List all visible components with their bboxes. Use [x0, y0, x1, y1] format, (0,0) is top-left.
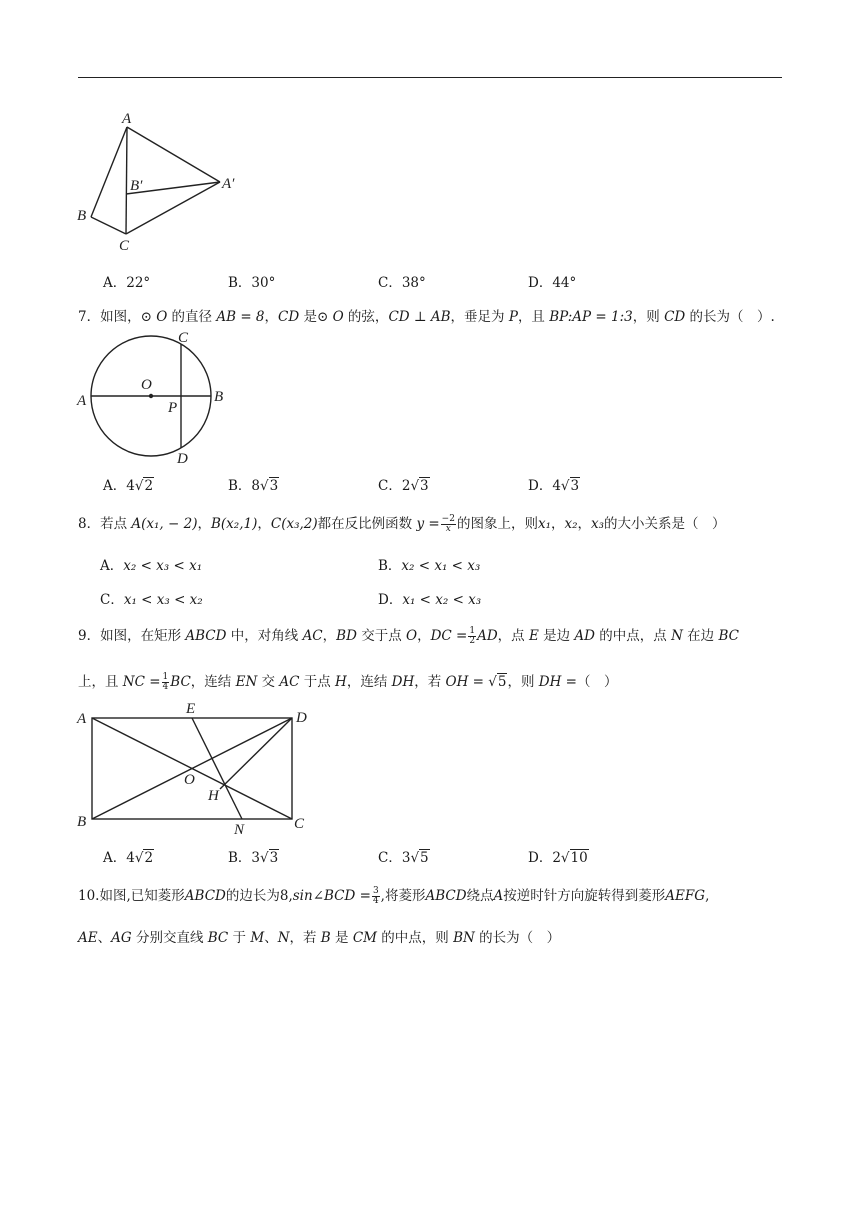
option-key: D．: [528, 478, 553, 494]
stem-text: 如图，: [100, 309, 141, 325]
math-b: B: [320, 930, 331, 946]
math-bc: BC: [207, 930, 229, 946]
option-coef: 8: [251, 478, 261, 494]
q9-option-c[interactable]: C．3√5: [378, 850, 429, 866]
math-abcd: ABCD: [184, 888, 226, 904]
math-o: O: [328, 309, 344, 325]
option-value: x₂ < x₃ < x₁: [123, 558, 203, 574]
q9-label-h: H: [208, 788, 219, 804]
question-number: 8．: [78, 516, 101, 532]
q7-label-o: O: [141, 377, 152, 393]
math-bd: BD: [336, 628, 357, 644]
option-radicand: 2: [144, 850, 154, 866]
fraction-denominator: 4: [162, 682, 169, 692]
q9-option-d[interactable]: D．2√10: [528, 850, 588, 866]
stem-text: 的中点，点: [594, 628, 672, 644]
math-aefg: AEFG: [665, 888, 706, 904]
q6-label-b: B: [77, 208, 87, 224]
stem-text: 在边: [682, 628, 719, 644]
math-a: A: [493, 888, 504, 904]
q8-option-c[interactable]: [100, 588, 203, 608]
math-fraction: [162, 673, 170, 692]
fraction-numerator: 1: [162, 672, 169, 682]
option-coef: 3: [401, 850, 411, 866]
q7-option-c[interactable]: C．2√3: [378, 478, 429, 494]
stem-text: ，点: [497, 628, 529, 644]
math-dh: DH: [391, 674, 415, 690]
q6-label-a-prime: A′: [222, 176, 235, 192]
math-h: H: [335, 674, 347, 690]
math-m: M: [250, 930, 265, 946]
math-ad: AD: [574, 628, 595, 644]
q8-option-a[interactable]: [100, 554, 202, 574]
option-key: D．: [378, 592, 403, 608]
q7-label-a: A: [77, 393, 87, 409]
q6-figure: [76, 108, 246, 258]
stem-text: 交于点: [356, 628, 406, 644]
stem-text: 的直径: [167, 309, 217, 325]
q7-option-d[interactable]: D．4√3: [528, 478, 580, 494]
option-key: B．: [228, 478, 252, 494]
math-x2: x₂: [564, 516, 578, 532]
q9-option-a[interactable]: A．4√2: [103, 850, 154, 866]
option-value: 38°: [401, 275, 426, 291]
math-p: P: [508, 309, 518, 325]
option-radicand: 3: [269, 850, 279, 866]
stem-text: 如图，在矩形: [100, 628, 186, 644]
stem-text: ，: [577, 516, 592, 532]
option-key: D．: [528, 850, 553, 866]
math-bc: BC: [170, 674, 191, 690]
option-key: B．: [228, 850, 252, 866]
option-radicand: 10: [570, 850, 588, 866]
stem-text: ,: [705, 888, 710, 904]
stem-text: （ ）: [576, 674, 618, 690]
q9-figure-svg: [74, 700, 324, 840]
math-n: N: [277, 930, 290, 946]
stem-text: ，: [257, 516, 271, 532]
option-value: 22°: [126, 275, 151, 291]
q8-option-d[interactable]: [378, 588, 481, 608]
fraction-numerator: 3: [372, 886, 379, 896]
question-number: 9．: [78, 628, 101, 644]
q7-figure: [74, 326, 234, 466]
stem-text: ，若: [414, 674, 446, 690]
q7-stem: [78, 305, 775, 325]
option-radicand: 5: [420, 850, 429, 866]
option-radicand: 3: [420, 478, 429, 494]
question-number: 10.: [78, 888, 100, 904]
option-coef: 4: [552, 478, 561, 494]
math-ratio: BP:AP = 1:3: [549, 309, 633, 325]
math-e: E: [528, 628, 539, 644]
math-point-b: B(x₂,1): [210, 516, 258, 532]
math-nc-eq: NC =: [122, 674, 161, 690]
stem-text: ，: [264, 309, 279, 325]
q9-figure: [74, 700, 324, 840]
math-ae: AE: [78, 930, 98, 946]
stem-text: 的边长为8,: [225, 888, 293, 904]
q7-option-b[interactable]: B．8√3: [228, 478, 279, 494]
math-fraction: [468, 627, 476, 646]
stem-text: ，: [550, 516, 565, 532]
option-key: C．: [378, 275, 402, 291]
q9-label-n: N: [234, 822, 245, 838]
option-coef: 2: [401, 478, 411, 494]
stem-text: 的中点，则: [376, 930, 454, 946]
q9-label-e: E: [186, 701, 196, 717]
option-coef: 2: [552, 850, 561, 866]
option-coef: 3: [251, 850, 261, 866]
math-o: O: [151, 309, 168, 325]
stem-text: 是边: [538, 628, 575, 644]
stem-text: 若点: [100, 516, 132, 532]
math-en: EN: [235, 674, 258, 690]
stem-text: ，则: [507, 674, 539, 690]
math-dc-eq: DC =: [430, 628, 468, 644]
math-ac: AC: [302, 628, 323, 644]
option-key: A．: [103, 275, 127, 291]
stem-text: 于点: [299, 674, 336, 690]
circle-symbol: ⊙: [316, 309, 329, 325]
math-x1: x₁: [537, 516, 551, 532]
option-radicand: 2: [144, 478, 154, 494]
q6-label-c: C: [119, 238, 130, 254]
option-key: C．: [100, 592, 124, 608]
option-key: A．: [103, 850, 127, 866]
fraction-denominator: x: [445, 524, 451, 534]
stem-text: 上，且: [78, 674, 123, 690]
math-cd: CD: [278, 309, 300, 325]
stem-text: 是: [330, 930, 353, 946]
math-cd-perp: CD ⊥ AB: [388, 309, 451, 325]
stem-text: ，且: [517, 309, 550, 325]
stem-text: 分别交直线: [131, 930, 208, 946]
q9-label-c: C: [294, 816, 305, 832]
q7-figure-svg: [74, 326, 234, 466]
stem-text: 的长为（ ）: [474, 930, 561, 946]
math-bn: BN: [453, 930, 475, 946]
q7-label-c: C: [178, 330, 189, 346]
math-ac: AC: [279, 674, 300, 690]
stem-text: ，连结: [346, 674, 392, 690]
math-ad: AD: [477, 628, 498, 644]
option-key: B．: [228, 275, 252, 291]
q6-label-a: A: [122, 111, 132, 127]
math-bc: BC: [718, 628, 739, 644]
stem-text: ，: [197, 516, 211, 532]
stem-text: ，垂足为: [450, 309, 509, 325]
option-value: 30°: [251, 275, 276, 291]
math-radicand: 5: [497, 674, 507, 690]
q9-stem-line-2: 上，且 NC = $\frac{1}{4}$ BC，连结 EN 交 AC 于点 H，连结 DH，若 OH = √5，则 DH =（ ）: [78, 672, 618, 692]
q9-label-d: D: [296, 710, 307, 726]
q7-option-a[interactable]: A．4√2: [103, 478, 154, 494]
option-value: x₁ < x₃ < x₂: [123, 592, 203, 608]
option-coef: 4: [126, 478, 135, 494]
q6-option-d[interactable]: [528, 271, 576, 291]
q7-label-b: B: [214, 389, 224, 405]
stem-text: 是: [299, 309, 317, 325]
math-o: O: [406, 628, 418, 644]
stem-text: 的大小关系是（ ）: [604, 516, 726, 532]
math-ag: AG: [111, 930, 132, 946]
circle-symbol: ⊙: [140, 309, 152, 325]
stem-text: 绕点: [466, 888, 494, 904]
math-cd: CD: [664, 309, 686, 325]
stem-text: ，则: [632, 309, 665, 325]
math-abcd: ABCD: [185, 628, 227, 644]
stem-text: 如图,已知菱形: [99, 888, 185, 904]
option-value: x₂ < x₁ < x₃: [401, 558, 481, 574]
math-oh-eq: OH =: [445, 674, 484, 690]
q6-figure-svg: [76, 108, 246, 258]
option-key: A．: [103, 478, 127, 494]
math-n: N: [671, 628, 683, 644]
math-point-a: A(x₁, − 2): [131, 516, 198, 532]
option-radicand: 3: [570, 478, 580, 494]
math-point-c: C(x₃,2): [270, 516, 318, 532]
stem-text: ，: [417, 628, 431, 644]
question-number: 7．: [78, 309, 101, 325]
q9-label-a: A: [77, 711, 87, 727]
math-func-lhs: y =: [416, 516, 440, 532]
q10-stem-line-2: [78, 926, 560, 946]
header-rule: [78, 77, 782, 78]
stem-text: ，若: [289, 930, 321, 946]
math-fraction: [372, 887, 380, 906]
q8-option-b[interactable]: [378, 554, 480, 574]
q8-stem: [78, 512, 726, 534]
option-radicand: 3: [269, 478, 279, 494]
option-value: x₁ < x₂ < x₃: [402, 592, 482, 608]
q6-option-b[interactable]: [228, 271, 275, 291]
stem-text: 按逆时针方向旋转得到菱形: [503, 888, 666, 904]
fraction-numerator: −2: [441, 514, 455, 524]
q7-label-p: P: [168, 400, 178, 416]
q9-stem-line-1: [78, 624, 739, 646]
stem-text: 的弦，: [343, 309, 389, 325]
stem-text: 交: [257, 674, 280, 690]
math-dh-eq: DH =: [538, 674, 577, 690]
fraction-denominator: 2: [469, 636, 476, 646]
math-ab-eq: AB = 8: [216, 309, 265, 325]
option-value: 44°: [552, 275, 577, 291]
fraction-numerator: 1: [469, 626, 476, 636]
option-key: B．: [378, 558, 402, 574]
stem-text: ,将菱形: [380, 888, 426, 904]
math-sin: sin∠BCD =: [292, 888, 371, 904]
math-x3: x₃: [591, 516, 605, 532]
stem-text: 、: [97, 930, 112, 946]
q9-option-b[interactable]: B．3√3: [228, 850, 279, 866]
q9-label-o: O: [184, 772, 195, 788]
option-key: C．: [378, 850, 402, 866]
q10-stem-line-1: [78, 884, 709, 906]
stem-text: 的图象上，则: [456, 516, 538, 532]
option-key: C．: [378, 478, 402, 494]
math-abcd: ABCD: [425, 888, 467, 904]
option-key: A．: [100, 558, 124, 574]
q6-option-c[interactable]: [378, 271, 426, 291]
math-cm: CM: [352, 930, 377, 946]
math-fraction: [441, 515, 456, 534]
stem-text: 于: [228, 930, 251, 946]
fraction-denominator: 4: [372, 896, 379, 906]
option-key: D．: [528, 275, 553, 291]
q6-label-b-prime: B′: [130, 178, 143, 194]
q9-label-b: B: [77, 814, 87, 830]
stem-text: ，: [322, 628, 337, 644]
stem-text: 都在反比例函数: [317, 516, 417, 532]
stem-text: ，连结: [190, 674, 236, 690]
option-coef: 4: [126, 850, 135, 866]
stem-text: 中，对角线: [226, 628, 303, 644]
q7-label-d: D: [177, 451, 188, 467]
q6-option-a[interactable]: [103, 271, 150, 291]
stem-text: 、: [264, 930, 278, 946]
stem-text: 的长为（ ）.: [685, 309, 775, 325]
